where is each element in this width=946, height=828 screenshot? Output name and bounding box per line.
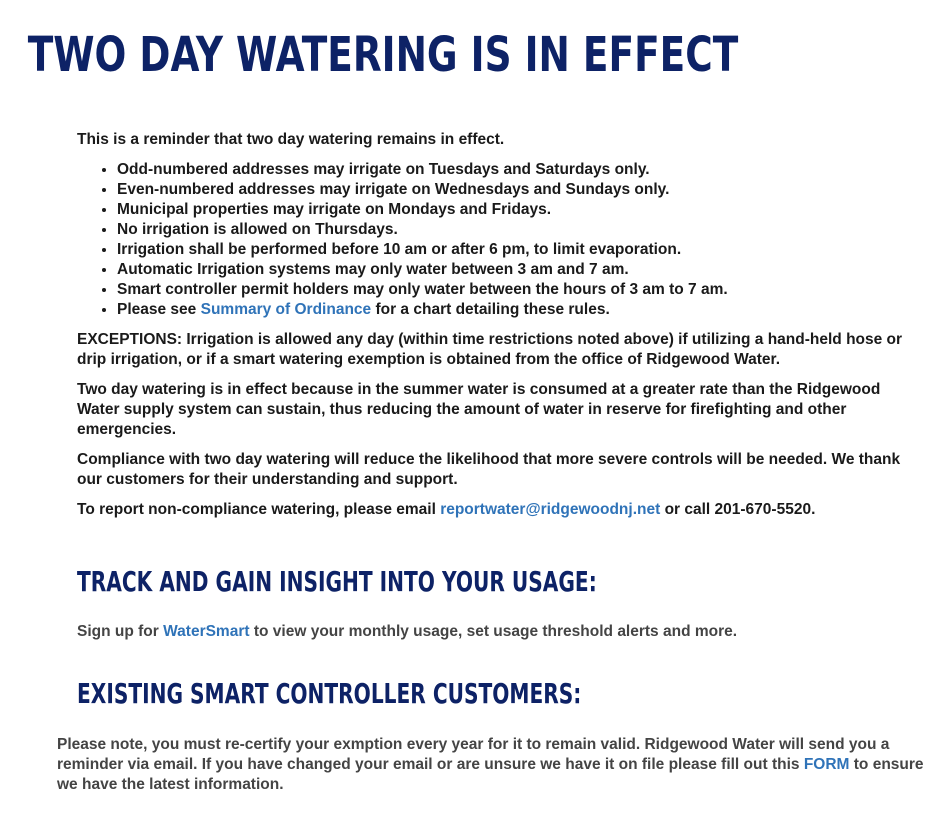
page-title: TWO DAY WATERING IS IN EFFECT <box>27 27 739 83</box>
compliance-text: Compliance with two day watering will reduce the likelihood that more severe controls will be needed. We thank our customers for their understanding and support. <box>77 451 901 488</box>
report-suffix: or call 201-670-5520. <box>660 501 816 518</box>
summary-of-ordinance-link[interactable]: Summary of Ordinance <box>200 301 372 318</box>
list-item: • Even-numbered addresses may irrigate on Wednesdays and Sundays only. <box>117 180 917 200</box>
list-item: • Odd-numbered addresses may irrigate on Tuesdays and Saturdays only. <box>117 160 917 180</box>
form-link[interactable]: FORM <box>803 756 850 773</box>
summary-prefix: Please see <box>117 301 201 318</box>
reason-text: Two day watering is in effect because in the summer water is consumed at a greater rate than the Ridgewood Water supply system can sustain, thus reducing the amount of water in reserve for firefighting and other emergencies. <box>77 381 881 438</box>
track-usage-heading: TRACK AND GAIN INSIGHT INTO YOUR USAGE: <box>77 565 597 598</box>
exceptions-text: EXCEPTIONS: Irrigation is allowed any day (within time restrictions noted above) if utilizing a hand-held hose or drip irrigation, or if a smart watering exemption is obtained from the office of Ridgewood Water. <box>77 331 903 368</box>
list-item-summary <box>117 300 917 320</box>
signup-suffix: to view your monthly usage, set usage threshold alerts and more. <box>249 623 738 640</box>
recertify-note <box>57 735 932 795</box>
summary-suffix: for a chart detailing these rules. <box>371 301 610 318</box>
watersmart-link[interactable]: WaterSmart <box>163 623 250 640</box>
existing-customers-heading: EXISTING SMART CONTROLLER CUSTOMERS: <box>77 677 582 710</box>
report-email-link[interactable]: reportwater@ridgewoodnj.net <box>440 501 661 518</box>
list-item: • No irrigation is allowed on Thursdays. <box>117 220 917 240</box>
signup-prefix: Sign up for <box>77 623 164 640</box>
report-prefix: To report non-compliance watering, please email <box>77 501 441 518</box>
main-content <box>77 130 917 530</box>
list-item: • Smart controller permit holders may only water between the hours of 3 am to 7 am. <box>117 280 917 300</box>
signup-text <box>77 622 737 642</box>
intro-text: This is a reminder that two day watering remains in effect. <box>77 131 505 148</box>
list-item: • Municipal properties may irrigate on Mondays and Fridays. <box>117 200 917 220</box>
report-text <box>77 500 917 520</box>
note-suffix: to ensure we have the latest information. <box>57 756 924 793</box>
list-item: • Irrigation shall be performed before 10 am or after 6 pm, to limit evaporation. <box>117 240 917 260</box>
note-prefix: Please note, you must re-certify your exmption every year for it to remain valid. Ridgewood Water will send you a reminder via email. If you have changed your email or are unsure we have it on file please fill out this <box>57 736 890 773</box>
list-item: • Automatic Irrigation systems may only water between 3 am and 7 am. <box>117 260 917 280</box>
rules-list <box>77 160 917 320</box>
